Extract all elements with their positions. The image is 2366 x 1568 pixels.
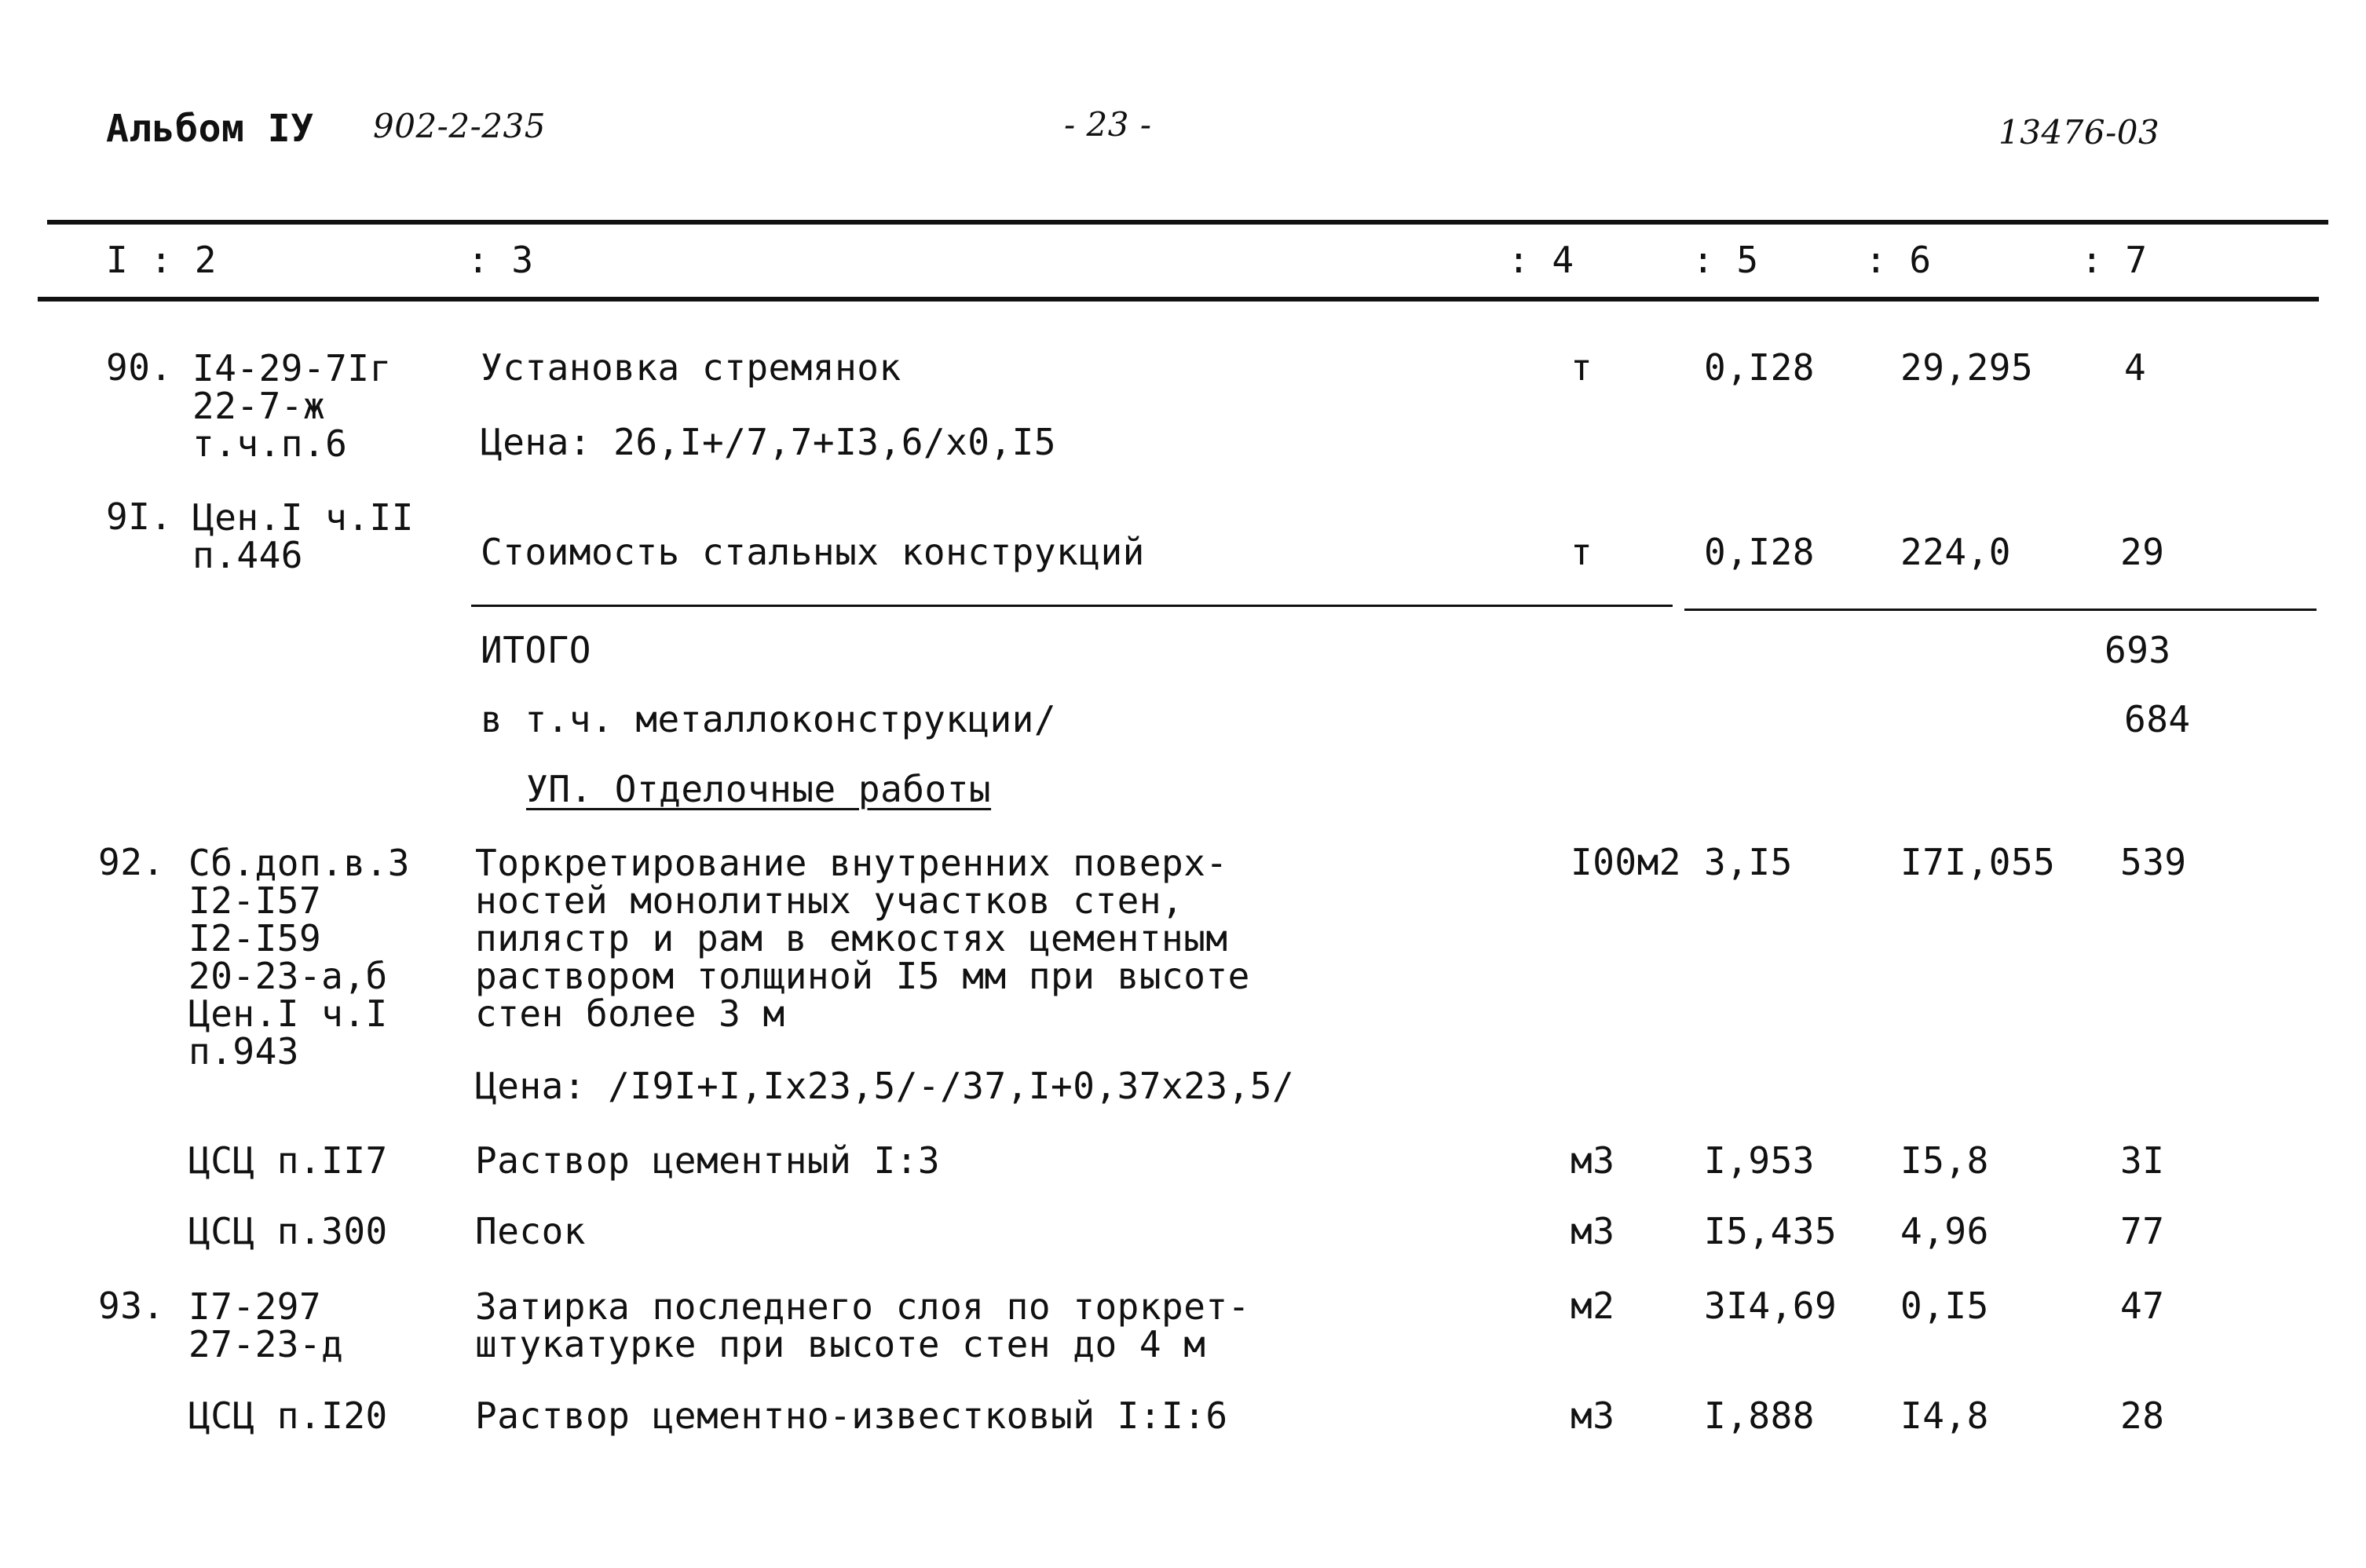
row-93-total: 47 xyxy=(2120,1285,2165,1327)
row-91-unit: т xyxy=(1571,531,1593,573)
row-90-total: 4 xyxy=(2124,346,2147,389)
row-csc-117-description: Раствор цементный I:3 xyxy=(475,1139,941,1182)
row-91-description: Стоимость стальных конструкций xyxy=(481,531,1145,573)
row-92-description: Торкретирование внутренних поверх- ностей монолитных участков стен, пилястр и рам в емкостях цементным раствором толщиной I5 мм при высоте стен более 3 м xyxy=(475,842,1250,1035)
header-bottom-rule xyxy=(38,297,2319,302)
album-label: Альбом IУ xyxy=(106,107,314,151)
metal-structures-label: в т.ч. металлоконструкции/ xyxy=(481,698,1057,740)
row-93-number: 93. xyxy=(98,1285,165,1327)
column-header-4: : 4 xyxy=(1508,239,1574,281)
metal-structures-value: 684 xyxy=(2124,698,2191,740)
row-92-number: 92. xyxy=(98,841,165,883)
row-csc-120-unit: м3 xyxy=(1571,1394,1615,1437)
row-csc-117-total: 3I xyxy=(2120,1139,2165,1182)
row-csc-300-code: ЦСЦ п.300 xyxy=(188,1210,388,1252)
row-90-price: 29,295 xyxy=(1900,346,2034,389)
column-header-3: : 3 xyxy=(467,239,534,281)
row-csc-117-unit: м3 xyxy=(1571,1139,1615,1182)
row-92-unit: I00м2 xyxy=(1571,841,1681,883)
row-91-number: 9I. xyxy=(106,495,173,538)
row-91-code: Цен.I ч.II п.446 xyxy=(192,496,414,576)
column-header-1-2: I : 2 xyxy=(106,239,217,281)
row-90-price-formula: Цена: 26,I+/7,7+I3,6/x0,I5 xyxy=(481,421,1057,463)
section-title: УП. Отделочные работы xyxy=(526,768,992,810)
column-header-6: : 6 xyxy=(1865,239,1932,281)
row-92-price-formula: Цена: /I9I+I,Ix23,5/-/37,I+0,37x23,5/ xyxy=(475,1065,1295,1107)
row-92-code: Сб.доп.в.3 I2-I57 I2-I59 20-23-а,б Цен.I ч.I п.943 xyxy=(188,842,410,1073)
row-csc-117-code: ЦСЦ п.II7 xyxy=(188,1139,388,1182)
subtotal-rule-left xyxy=(471,605,1673,607)
column-header-7: : 7 xyxy=(2081,239,2148,281)
row-93-quantity: 3I4,69 xyxy=(1704,1285,1838,1327)
row-90-quantity: 0,I28 xyxy=(1704,346,1815,389)
row-csc-120-total: 28 xyxy=(2120,1394,2165,1437)
row-csc-120-quantity: I,888 xyxy=(1704,1394,1815,1437)
row-93-description: Затирка последнего слоя по торкрет- штукатурке при высоте стен до 4 м xyxy=(475,1285,1250,1365)
row-csc-120-code: ЦСЦ п.I20 xyxy=(188,1394,388,1437)
row-90-unit: т xyxy=(1571,346,1593,389)
row-93-unit: м2 xyxy=(1571,1285,1615,1327)
total-label: ИТОГО xyxy=(481,629,591,671)
row-csc-120-price: I4,8 xyxy=(1900,1394,1989,1437)
page-number: - 23 - xyxy=(1064,105,1152,144)
row-90-code: I4-29-7Iг 22-7-ж т.ч.п.6 xyxy=(192,347,392,465)
row-csc-300-total: 77 xyxy=(2120,1210,2165,1252)
row-90-description: Установка стремянок xyxy=(481,346,901,389)
document-code: 13476-03 xyxy=(1998,113,2160,152)
row-csc-300-quantity: I5,435 xyxy=(1704,1210,1838,1252)
series-number: 902-2-235 xyxy=(373,107,546,145)
row-92-total: 539 xyxy=(2120,841,2187,883)
row-93-price: 0,I5 xyxy=(1900,1285,1989,1327)
row-csc-117-price: I5,8 xyxy=(1900,1139,1989,1182)
row-92-price: I7I,055 xyxy=(1900,841,2056,883)
header-top-rule xyxy=(47,220,2328,225)
row-csc-300-unit: м3 xyxy=(1571,1210,1615,1252)
row-90-number: 90. xyxy=(106,346,173,389)
row-csc-300-description: Песок xyxy=(475,1210,586,1252)
row-csc-120-description: Раствор цементно-известковый I:I:6 xyxy=(475,1394,1228,1437)
column-header-5: : 5 xyxy=(1692,239,1759,281)
row-92-quantity: 3,I5 xyxy=(1704,841,1793,883)
row-csc-117-quantity: I,953 xyxy=(1704,1139,1815,1182)
row-93-code: I7-297 27-23-д xyxy=(188,1285,344,1365)
row-91-quantity: 0,I28 xyxy=(1704,531,1815,573)
total-value: 693 xyxy=(2105,629,2171,671)
subtotal-rule-right xyxy=(1684,609,2317,611)
row-91-total: 29 xyxy=(2120,531,2165,573)
row-91-price: 224,0 xyxy=(1900,531,2011,573)
row-csc-300-price: 4,96 xyxy=(1900,1210,1989,1252)
